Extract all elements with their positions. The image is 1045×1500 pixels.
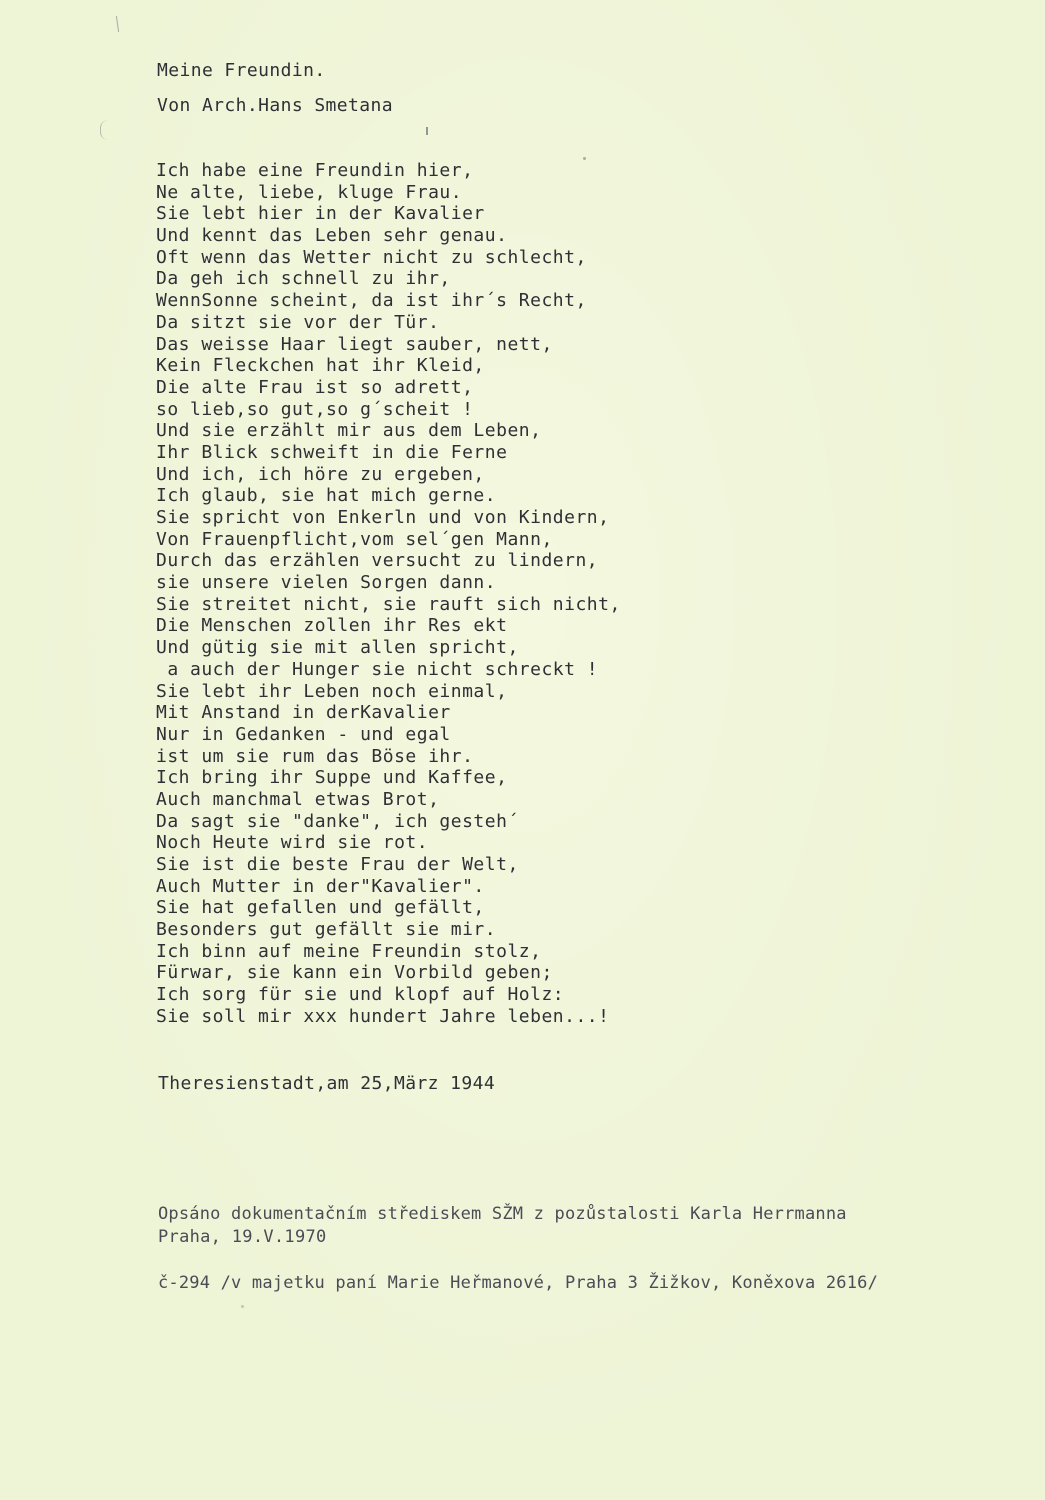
copy-place-date: Praha, 19.V.1970 (158, 1227, 327, 1247)
poem-line: Von Frauenpflicht,vom sel´gen Mann, (156, 528, 553, 550)
poem-line: Ich glaub, sie hat mich gerne. (156, 485, 497, 507)
archive-note (158, 1157, 878, 1341)
poem-line: Und ich, ich höre zu ergeben, (156, 463, 485, 485)
poem-line: Sie streitet nicht, sie rauft sich nicht, (156, 593, 621, 615)
poem-author: Von Arch.Hans Smetana (157, 95, 393, 116)
archive-note-line: Opsáno dokumentačním střediskem SŽM z pozůstalosti Karla Herrmanna (158, 1204, 847, 1224)
poem-body (156, 160, 621, 1028)
poem-line: Das weisse Haar liegt sauber, nett, (156, 333, 553, 355)
archive-note-line: č-294 /v majetku paní Marie Heřmanové, Praha 3 Žižkov, Koněxova 2616/ (158, 1273, 879, 1293)
poem-line: Durch das erzählen versucht zu lindern, (156, 550, 599, 572)
poem-line: sie unsere vielen Sorgen dann. (156, 572, 497, 594)
poem-line: ist um sie rum das Böse ihr. (156, 745, 474, 767)
poem-dateline: Theresienstadt,am 25,März 1944 (158, 1073, 496, 1094)
ink-speck-mark (426, 127, 428, 135)
poem-line: Sie spricht von Enkerln und von Kindern, (156, 507, 610, 528)
poem-line: a auch der Hunger sie nicht schreckt ! (156, 658, 599, 680)
poem-line: Da geh ich schnell zu ihr, (156, 268, 451, 290)
poem-line: Sie ist die beste Frau der Welt, (156, 854, 519, 875)
poem-line: Ich binn auf meine Freundin stolz, (156, 940, 542, 962)
poem-line: Sie lebt hier in der Kavalier (156, 203, 485, 225)
poem-line: Und kennt das Leben sehr genau. (156, 225, 508, 247)
poem-line: Noch Heute wird sie rot. (156, 832, 429, 854)
poem-line: Und gütig sie mit allen spricht, (156, 637, 519, 659)
poem-line: Auch Mutter in der"Kavalier". (156, 875, 485, 897)
poem-line: Und sie erzählt mir aus dem Leben, (156, 420, 542, 442)
poem-line: Sie hat gefallen und gefällt, (156, 897, 485, 919)
poem-line: Ich habe eine Freundin hier, (156, 160, 474, 181)
paper-crease-mark (100, 120, 109, 140)
poem-line: Sie soll mir xxx hundert Jahre leben...! (156, 1005, 610, 1027)
poem-line: Ich sorg für sie und klopf auf Holz: (156, 984, 565, 1006)
poem-title: Meine Freundin. (157, 60, 326, 81)
poem-line: Ne alte, liebe, kluge Frau. (156, 181, 463, 203)
poem-line: Oft wenn das Wetter nicht zu schlecht, (156, 246, 587, 268)
poem-line: so lieb,so gut,so g´scheit ! (156, 398, 474, 420)
poem-line: Fürwar, sie kann ein Vorbild geben; (156, 962, 553, 984)
poem-line: Die Menschen zollen ihr Res ekt (156, 615, 508, 637)
poem-line: Auch manchmal etwas Brot, (156, 788, 440, 810)
pen-stroke-mark (116, 16, 119, 32)
poem-line: Besonders gut gefällt sie mir. (156, 919, 497, 941)
poem-line: Ich bring ihr Suppe und Kaffee, (156, 767, 508, 789)
poem-line: Die alte Frau ist so adrett, (156, 376, 474, 398)
poem-line: Da sagt sie "danke", ich gesteh´ (156, 810, 519, 832)
poem-line: Mit Anstand in derKavalier (156, 702, 451, 724)
poem-line: Nur in Gedanken - und egal (156, 723, 451, 745)
poem-line: Da sitzt sie vor der Tür. (156, 311, 440, 333)
poem-line: Ihr Blick schweift in die Ferne (156, 441, 508, 463)
poem-line: WennSonne scheint, da ist ihr´s Recht, (156, 290, 587, 312)
poem-line: Kein Fleckchen hat ihr Kleid, (156, 355, 485, 377)
poem-line: Sie lebt ihr Leben noch einmal, (156, 680, 508, 702)
